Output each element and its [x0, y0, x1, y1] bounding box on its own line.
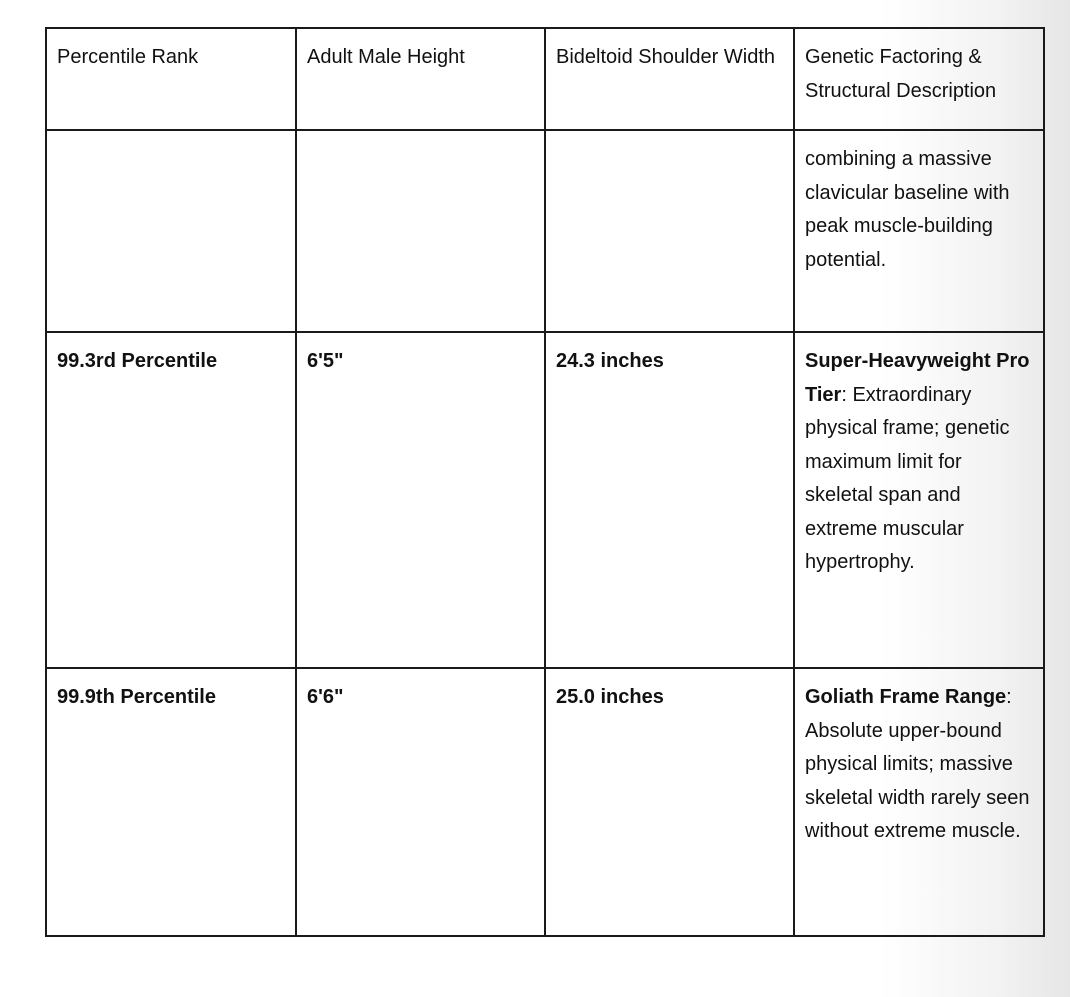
header-percentile-rank: Percentile Rank [46, 28, 296, 130]
cell-width: 24.3 inches [545, 332, 794, 668]
percentile-table [45, 27, 1045, 937]
table-row [46, 130, 1044, 332]
description-body: Absolute upper-bound physical limits; massive skeletal width rarely seen without extreme muscle. [805, 719, 1030, 842]
description-body: combining a massive clavicular baseline with peak muscle-building potential. [805, 148, 1010, 271]
description-title: Super-Heavyweight Pro Tier [805, 350, 1030, 406]
cell-width: 25.0 inches [545, 668, 794, 936]
cell-height [296, 130, 545, 332]
cell-description [794, 130, 1044, 332]
description-body: Extraordinary physical frame; genetic maximum limit for skeletal span and extreme muscular hypertrophy. [805, 383, 1010, 573]
cell-height: 6'5" [296, 332, 545, 668]
header-bideltoid-shoulder-width: Bideltoid Shoulder Width [545, 28, 794, 130]
cell-width [545, 130, 794, 332]
table-row [46, 332, 1044, 668]
description-separator: : [1006, 686, 1012, 708]
header-adult-male-height: Adult Male Height [296, 28, 545, 130]
cell-description [794, 668, 1044, 936]
cell-description [794, 332, 1044, 668]
header-genetic-description: Genetic Factoring & Structural Description [794, 28, 1044, 130]
table-header-row [46, 28, 1044, 130]
description-separator: : [841, 383, 847, 406]
cell-rank [46, 130, 296, 332]
cell-rank: 99.3rd Percentile [46, 332, 296, 668]
cell-height: 6'6" [296, 668, 545, 936]
table-row [46, 668, 1044, 936]
description-title: Goliath Frame Range [805, 686, 1007, 708]
cell-rank: 99.9th Percentile [46, 668, 296, 936]
